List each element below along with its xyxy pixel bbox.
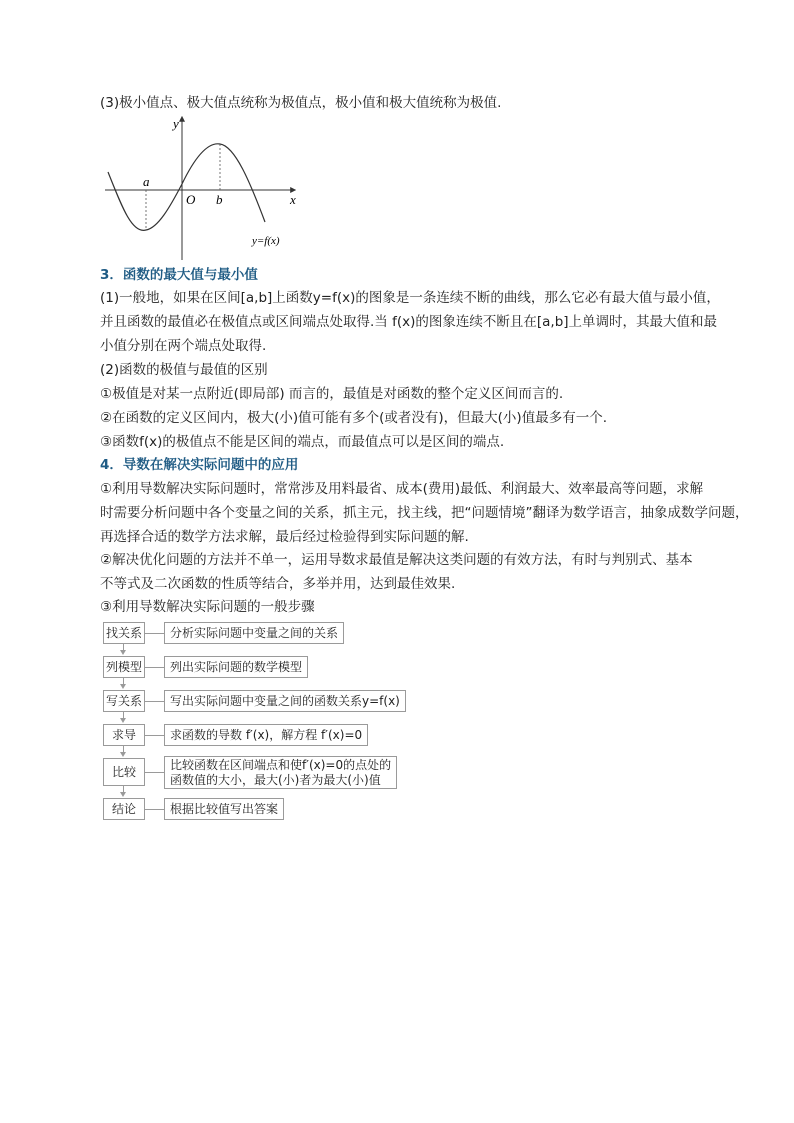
flow-arrow-head bbox=[120, 752, 126, 757]
y-axis-label: y bbox=[173, 116, 179, 131]
flow-connector bbox=[145, 667, 164, 668]
section3-p1-line1: (1)一般地，如果在区间[a,b]上函数y=f(x)的图象是一条连续不断的曲线，那么它必有最大值与最小值， bbox=[100, 290, 720, 306]
flow-step-3-desc: 写出实际问题中变量之间的函数关系y=f(x) bbox=[164, 690, 406, 712]
flow-step-5-desc-line1: 比较函数在区间端点和使f′(x)=0的点处的 bbox=[170, 758, 392, 772]
section4-p1-line2: 时需要分析问题中各个变量之间的关系，抓主元，找主线，把“问题情境”翻译为数学语言，抽象成数学问题， bbox=[100, 505, 749, 521]
section4-heading: 4．导数在解决实际问题中的应用 bbox=[100, 457, 299, 473]
flow-step-2-label: 列模型 bbox=[103, 656, 145, 678]
section3-item2: ②在函数的定义区间内，极大(小)值可能有多个(或者没有)，但最大(小)值最多有一个. bbox=[100, 410, 607, 426]
section3-item1: ①极值是对某一点附近(即局部) 而言的，最值是对函数的整个定义区间而言的. bbox=[100, 386, 564, 402]
curve bbox=[108, 144, 265, 231]
b-label: b bbox=[216, 192, 223, 207]
origin-label: O bbox=[186, 192, 196, 207]
para-extremum-definition: (3)极小值点、极大值点统称为极值点，极小值和极大值统称为极值. bbox=[100, 95, 502, 111]
flow-arrow-head bbox=[120, 718, 126, 723]
flow-step-1-desc: 分析实际问题中变量之间的关系 bbox=[164, 622, 344, 644]
flowchart bbox=[100, 618, 400, 818]
flow-step-3-label: 写关系 bbox=[103, 690, 145, 712]
flow-connector bbox=[145, 633, 164, 634]
section4-p1-line3: 再选择合适的数学方法求解，最后经过检验得到实际问题的解. bbox=[100, 529, 469, 545]
flow-step-1-label: 找关系 bbox=[103, 622, 145, 644]
section4-p1-line1: ①利用导数解决实际问题时，常常涉及用料最省、成本(费用)最低、利润最大、效率最高等问题，求解 bbox=[100, 481, 704, 497]
flow-step-5-desc-line2: 函数值的大小，最大(小)者为最大(小)值 bbox=[170, 773, 381, 787]
flow-connector bbox=[145, 701, 164, 702]
flow-connector bbox=[145, 735, 164, 736]
section3-p2-title: (2)函数的极值与最值的区别 bbox=[100, 362, 268, 378]
function-graph bbox=[100, 112, 300, 262]
flow-step-5-desc bbox=[164, 756, 397, 789]
section4-p2-line2: 不等式及二次函数的性质等结合，多举并用，达到最佳效果. bbox=[100, 576, 456, 592]
flow-connector bbox=[145, 809, 164, 810]
flow-step-4-desc: 求函数的导数 f′(x)，解方程 f′(x)=0 bbox=[164, 724, 368, 746]
flow-step-6-label: 结论 bbox=[103, 798, 145, 820]
section4-p2-line1: ②解决优化问题的方法并不单一，运用导数求最值是解决这类问题的有效方法，有时与判别式、基本 bbox=[100, 552, 693, 568]
section4-p3: ③利用导数解决实际问题的一般步骤 bbox=[100, 599, 315, 615]
section3-heading: 3．函数的最大值与最小值 bbox=[100, 267, 258, 283]
a-label: a bbox=[143, 174, 150, 189]
curve-label: y=f(x) bbox=[252, 235, 280, 247]
flow-arrow-head bbox=[120, 684, 126, 689]
flow-connector bbox=[145, 772, 164, 773]
x-axis-label: x bbox=[290, 192, 296, 207]
flow-arrow-head bbox=[120, 792, 126, 797]
flow-step-2-desc: 列出实际问题的数学模型 bbox=[164, 656, 308, 678]
flow-arrow-head bbox=[120, 650, 126, 655]
flow-step-5-label: 比较 bbox=[103, 758, 145, 786]
section3-p1-line2: 并且函数的最值必在极值点或区间端点处取得.当 f(x)的图象连续不断且在[a,b]上单调时，其最大值和最 bbox=[100, 314, 718, 330]
section3-p1-line3: 小值分别在两个端点处取得. bbox=[100, 338, 267, 354]
flow-step-6-desc: 根据比较值写出答案 bbox=[164, 798, 284, 820]
section3-item3: ③函数f(x)的极值点不能是区间的端点，而最值点可以是区间的端点. bbox=[100, 434, 505, 450]
flow-step-4-label: 求导 bbox=[103, 724, 145, 746]
